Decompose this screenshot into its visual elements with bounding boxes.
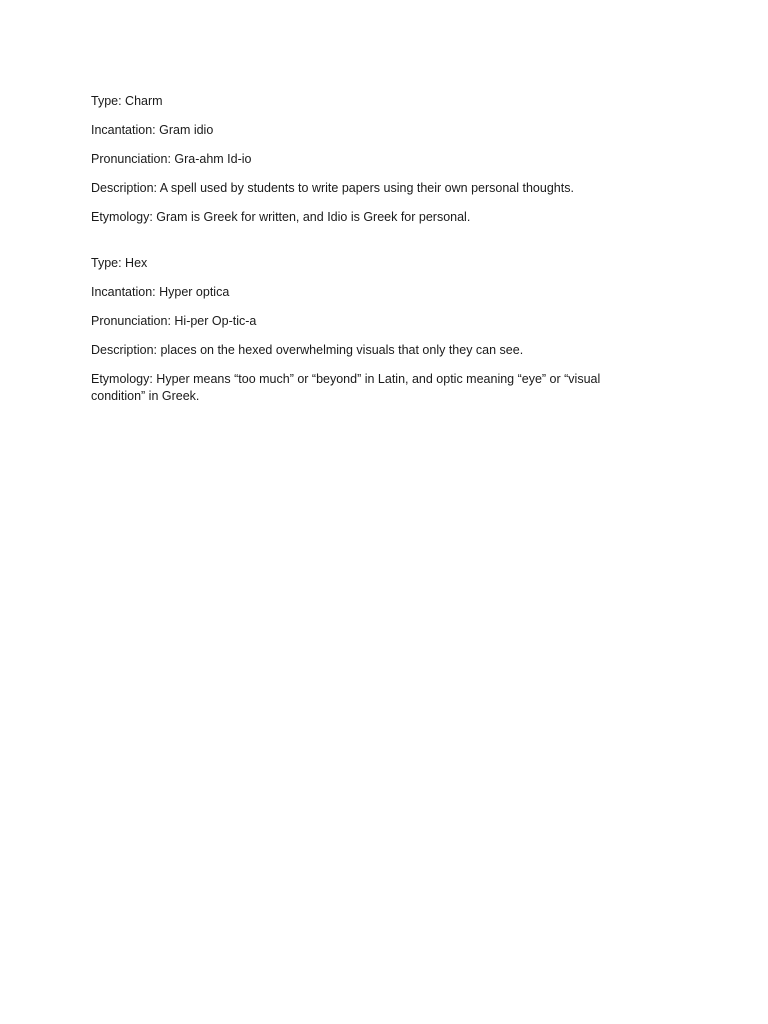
spell-type: Type: Charm (91, 94, 163, 108)
spell-etymology: Etymology: Gram is Greek for written, and Idio is Greek for personal. (91, 210, 471, 224)
spell-pronunciation: Pronunciation: Hi-per Op-tic-a (91, 314, 257, 328)
spell-incantation: Incantation: Hyper optica (91, 285, 230, 299)
spell-entry-charm (91, 93, 651, 226)
spell-description: Description: places on the hexed overwhelming visuals that only they can see. (91, 343, 524, 357)
spell-type: Type: Hex (91, 256, 148, 270)
spell-pronunciation: Pronunciation: Gra-ahm Id-io (91, 152, 252, 166)
spell-incantation: Incantation: Gram idio (91, 123, 214, 137)
spell-entry-hex (91, 255, 651, 405)
spell-description: Description: A spell used by students to write papers using their own personal thoughts. (91, 181, 574, 195)
spell-etymology: Etymology: Hyper means “too much” or “beyond” in Latin, and optic meaning “eye” or “visual condition” in Greek. (91, 372, 601, 403)
document-body (91, 93, 651, 417)
